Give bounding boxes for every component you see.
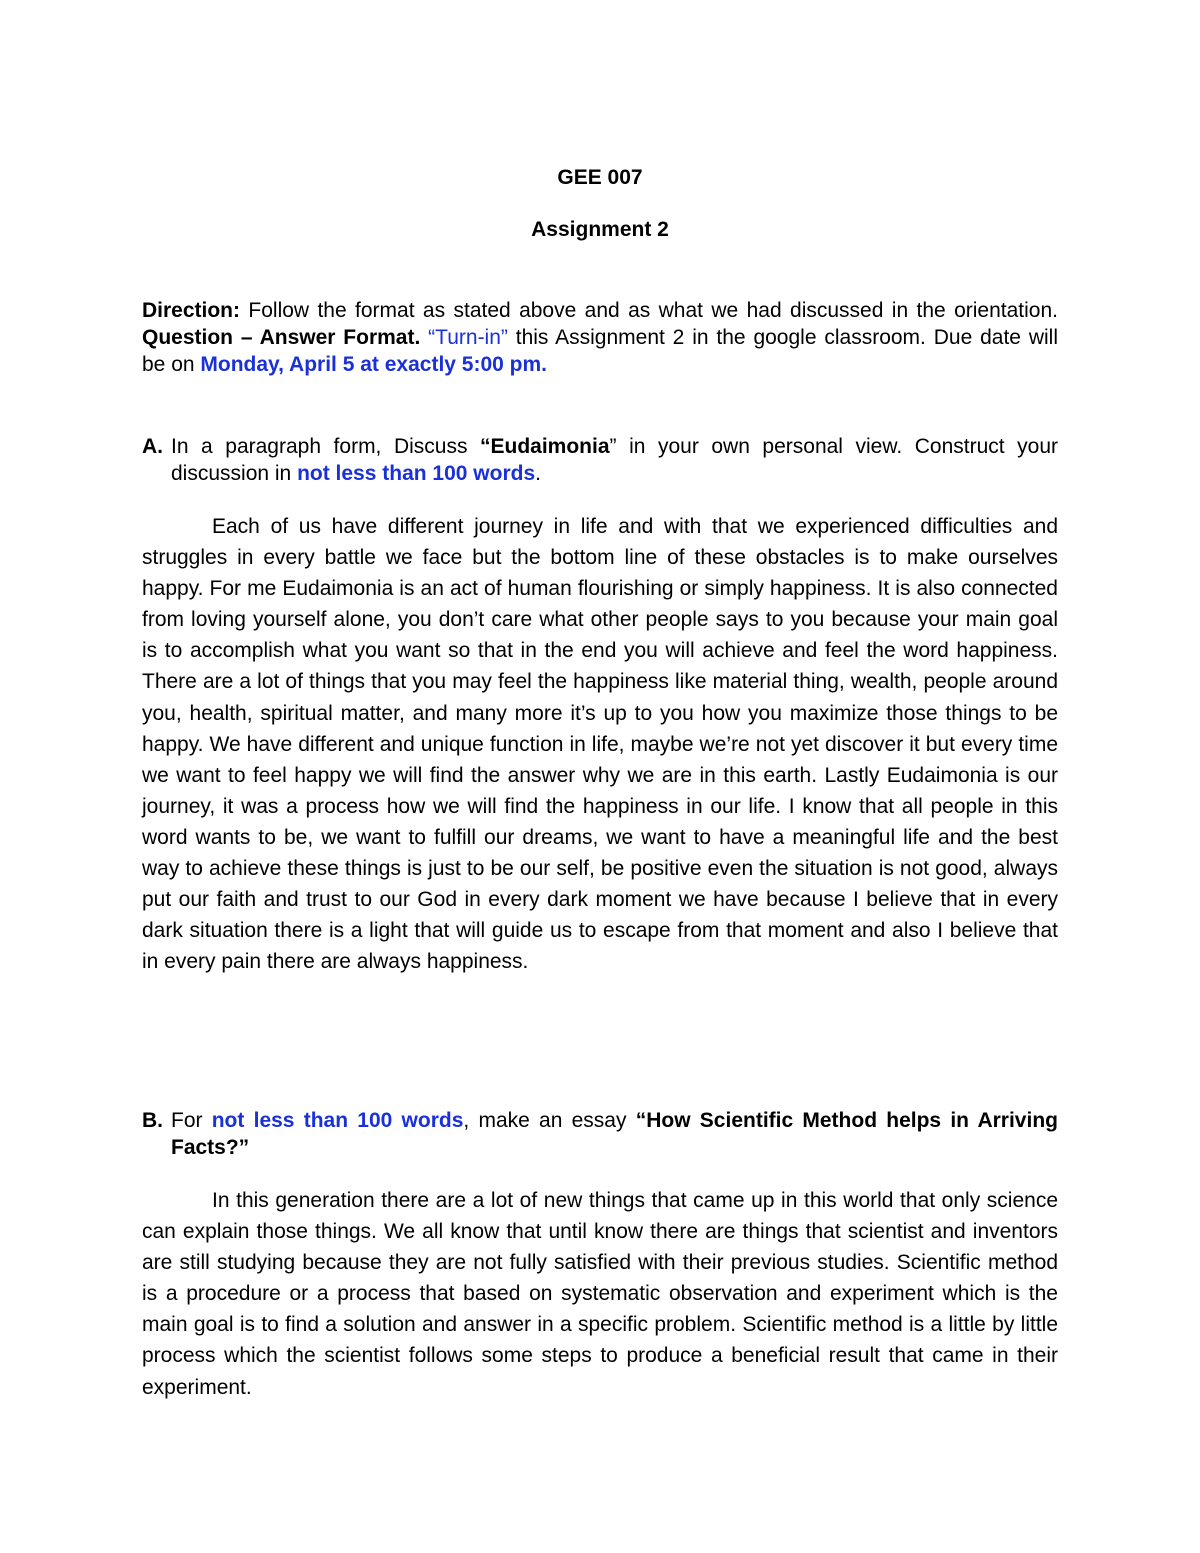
assignment-title: Assignment 2	[531, 218, 669, 241]
question-a-text	[171, 433, 1058, 487]
question-b-letter: B.	[142, 1109, 163, 1132]
direction-text: Follow the format as stated above and as what we had discussed in the orientation.	[240, 299, 1058, 322]
direction-spacer	[420, 326, 428, 349]
question-b-text-2: , make an essay	[463, 1109, 636, 1132]
document-page	[142, 0, 1058, 1553]
question-a-letter: A.	[142, 435, 163, 458]
question-a-word-limit: not less than 100 words	[297, 462, 536, 485]
question-a-text-3: .	[535, 462, 541, 485]
format-label: Question – Answer Format.	[142, 326, 421, 349]
direction-label: Direction:	[142, 299, 241, 322]
question-a-text-2: ” in your own personal view. Construct your discussion in	[171, 435, 1059, 485]
question-a-text-1: In a paragraph form, Discuss	[171, 435, 480, 458]
course-code: GEE 007	[557, 166, 643, 189]
due-date: Monday, April 5 at exactly 5:00 pm.	[200, 353, 548, 376]
question-a-topic: “Eudaimonia	[480, 435, 610, 458]
question-b	[142, 1107, 1058, 1161]
direction-paragraph	[142, 297, 1058, 378]
question-b-text	[171, 1107, 1058, 1161]
direction-text-2: this Assignment 2 in the google classroom. Due date will be on	[142, 326, 1058, 376]
question-b-text-1: For	[171, 1109, 212, 1132]
question-a	[142, 433, 1058, 487]
turn-in-label: “Turn-in”	[428, 326, 508, 349]
answer-b-paragraph: In this generation there are a lot of new things that came up in this world that only science can explain those things. We all know that until know there are things that scientist and inventors are still studying because they are not fully satisfied with their previous studies. Scientific method is a procedure or a process that based on systematic observation and experiment which is the main goal is to find a solution and answer in a specific problem. Scientific method is a little by little process which the scientist follows some steps to produce a beneficial result that came in their experiment.	[142, 1189, 1058, 1399]
answer-a-paragraph: Each of us have different journey in life and with that we experienced difficulties and struggles in every battle we face but the bottom line of these obstacles is to make ourselves happy. For me Eudaimonia is an act of human flourishing or simply happiness. It is also connected from loving yourself alone, you don’t care what other people says to you because your main goal is to accomplish what you want so that in the end you will achieve and feel the word happiness. There are a lot of things that you may feel the happiness like material thing, wealth, people around you, health, spiritual matter, and many more it’s up to you how you maximize those things to be happy. We have different and unique function in life, maybe we’re not yet discover it but every time we want to feel happy we will find the answer why we are in this earth. Lastly Eudaimonia is our journey, it was a process how we will find the happiness in our life. I know that all people in this word wants to be, we want to fulfill our dreams, we want to have a meaningful life and the best way to achieve these things is just to be our self, be positive even the situation is not good, always put our faith and trust to our God in every dark moment we have because I believe that in every dark situation there is a light that will guide us to escape from that moment and also I believe that in every pain there are always happiness.	[142, 515, 1058, 974]
question-b-topic: “How Scientific Method helps in Arriving Facts?”	[171, 1109, 1058, 1159]
question-b-word-limit: not less than 100 words	[211, 1109, 464, 1132]
